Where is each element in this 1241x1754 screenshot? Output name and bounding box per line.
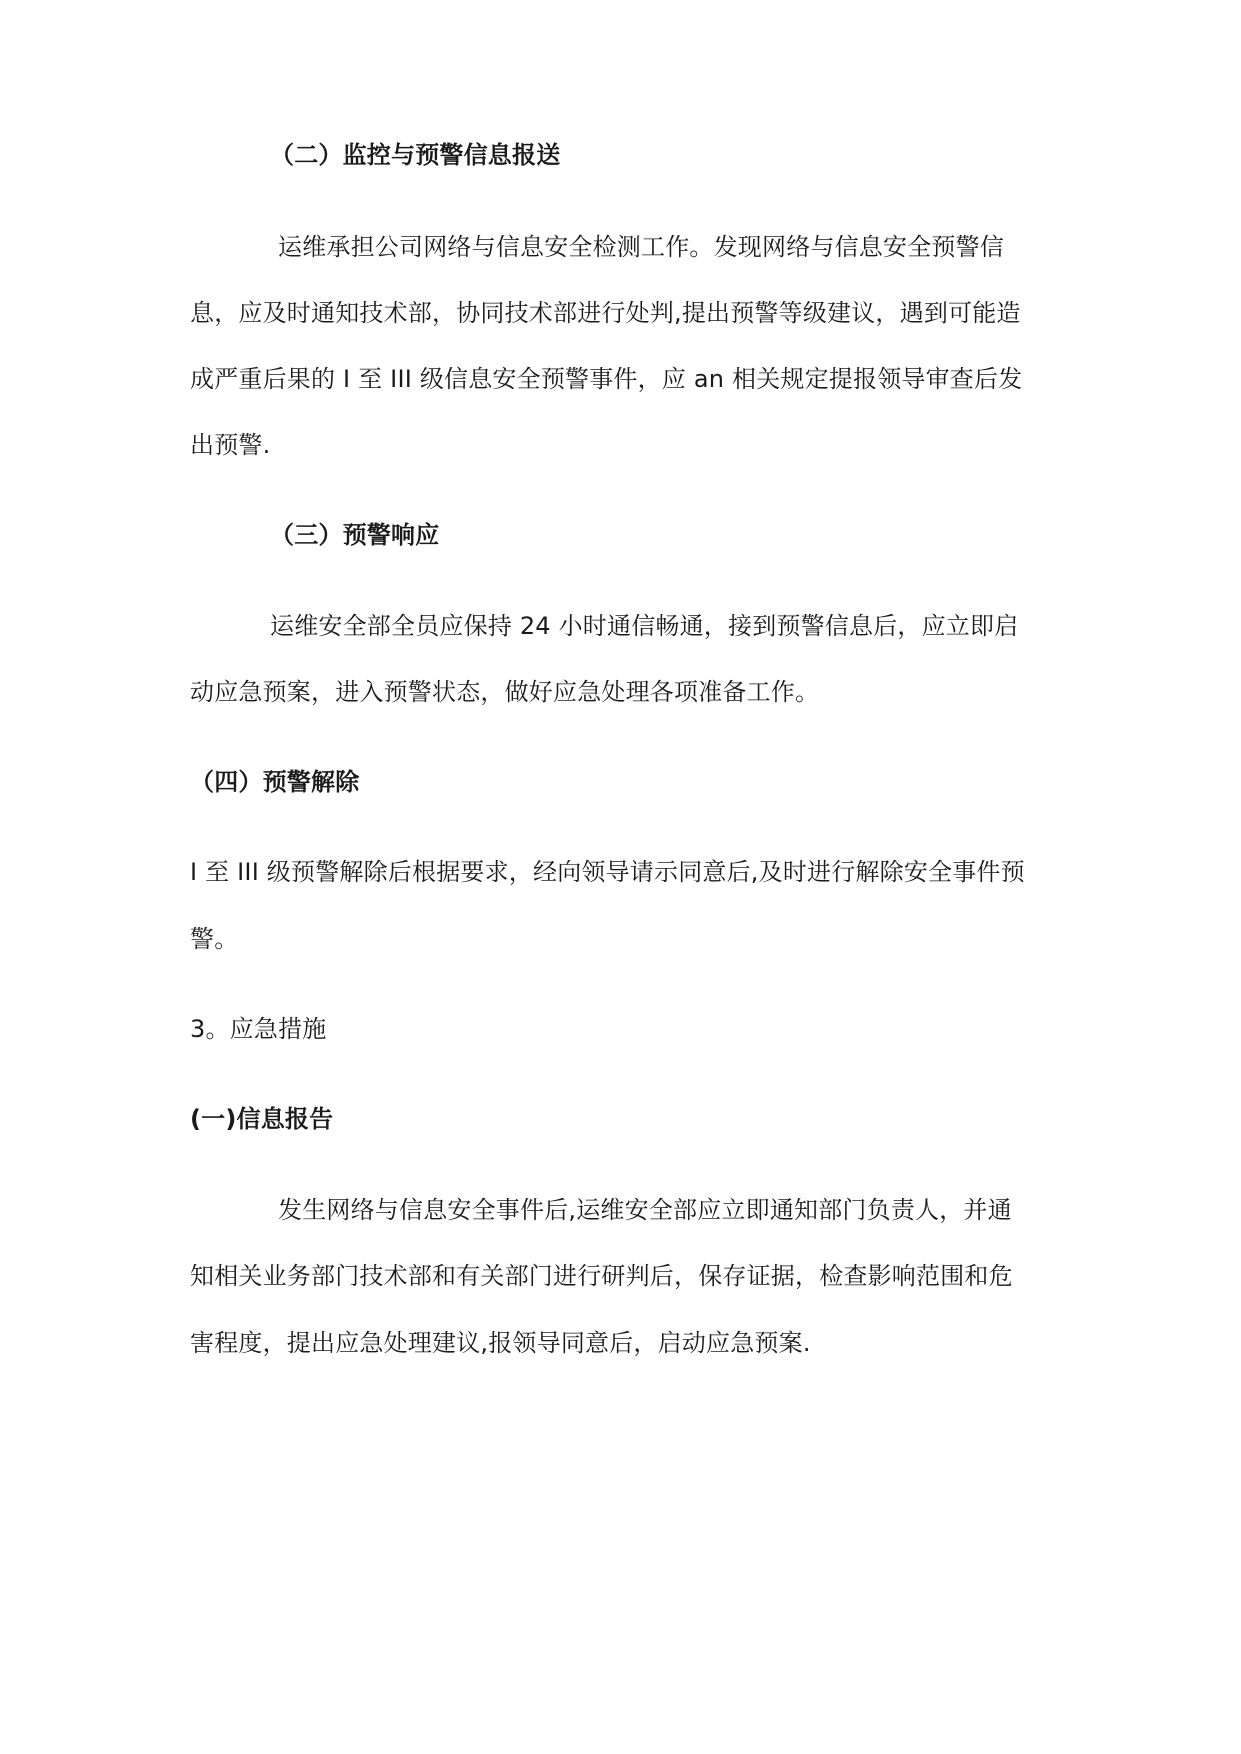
heading-report: (一)信息报告 [190,1105,334,1133]
paragraph-line: 警。 [190,925,239,953]
paragraph-line: 知相关业务部门技术部和有关部门进行研判后，保存证据，检查影响范围和危 [190,1262,1013,1290]
paragraph-line: 动应急预案，进入预警状态，做好应急处理各项准备工作。 [190,678,820,706]
paragraph-line: 息，应及时通知技术部，协同技术部进行处判,提出预警等级建议，遇到可能造 [190,299,1021,327]
paragraph-line: 发生网络与信息安全事件后,运维安全部应立即通知部门负责人，并通 [278,1196,1012,1224]
paragraph-line: 害程度，提出应急处理建议,报领导同意后，启动应急预案. [190,1329,811,1357]
paragraph-line: 成严重后果的 I 至 III 级信息安全预警事件，应 an 相关规定提报领导审查后发 [190,365,1023,393]
paragraph-line: 出预警. [190,431,271,459]
section-title-measures: 3。应急措施 [190,1015,327,1043]
paragraph-line: I 至 III 级预警解除后根据要求，经向领导请示同意后,及时进行解除安全事件预 [190,858,1025,886]
paragraph-line: 运维承担公司网络与信息安全检测工作。发现网络与信息安全预警信 [278,233,1004,261]
heading-response: （三）预警响应 [270,521,440,549]
heading-monitoring: （二）监控与预警信息报送 [270,141,561,169]
heading-release: （四）预警解除 [190,768,360,796]
paragraph-line: 运维安全部全员应保持 24 小时通信畅通，接到预警信息后，应立即启 [270,612,1019,640]
